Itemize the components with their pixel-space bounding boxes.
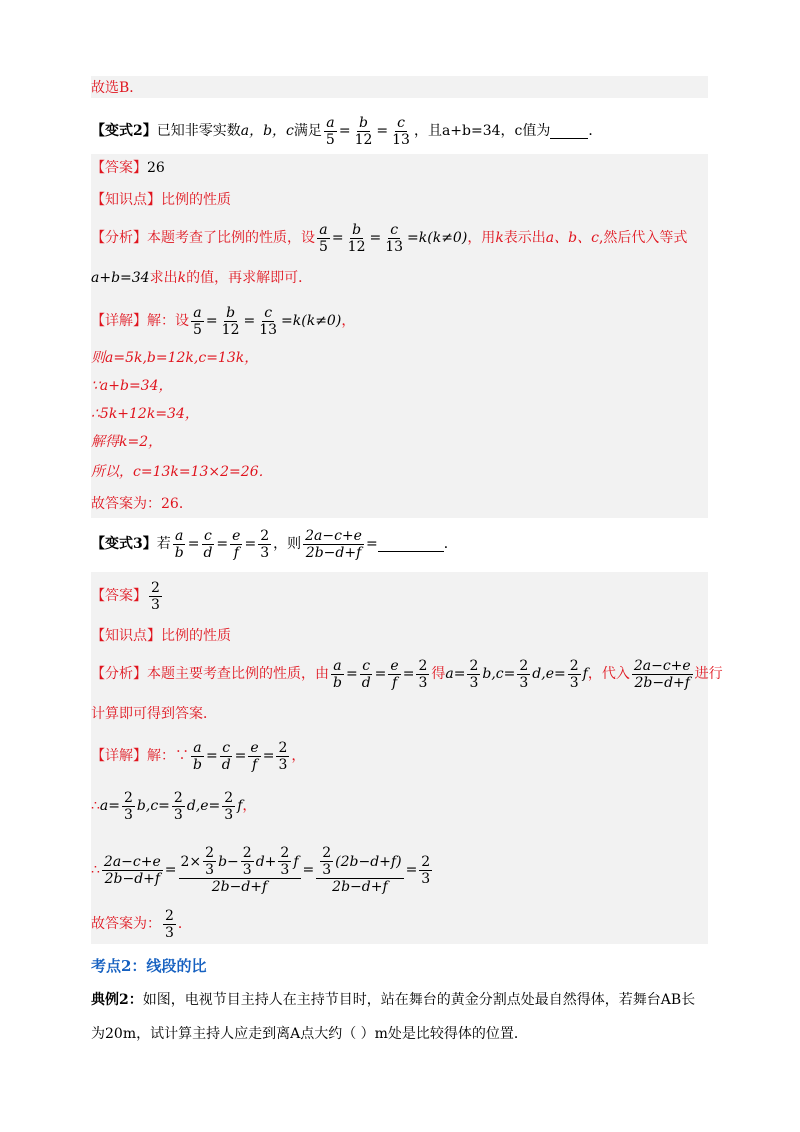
detail-text: 解：设 [147,313,189,329]
analysis2-line1 [91,220,711,256]
detail2-line7 [91,494,711,514]
fraction-c-d: $\frac{c}{d}$ [361,657,371,691]
answer-blank [550,124,588,139]
knowledge2-line [91,190,711,210]
fraction-step2: $\frac{2}{3}$ (2b−d+f) 2b−d+f [316,845,403,895]
detail2-line3 [91,376,711,396]
therefore-sign: ∴ [91,798,100,814]
analysis3-line2 [91,704,711,724]
fraction-2-3: $\frac{2}{3}$ [322,845,332,878]
fraction-2-3: $\frac{2}{3}$ [242,845,252,878]
comma: ， [242,798,257,814]
answer-tag: 【答案】 [91,160,147,176]
knowledge3-line [91,626,711,646]
detail-step: 所以，c=13k=13×2=26． [91,464,273,480]
fraction-2-3: $\frac{2}{3}$ [205,845,215,878]
equals-sign: = [205,748,218,764]
equals-sign: = [243,313,256,329]
example-text: 如图，电视节目主持人在主持节目时，站在舞台的黄金分割点处最自然得体，若舞台AB长 [142,992,696,1008]
equation-part: b [482,666,492,682]
answer3-line [91,578,711,614]
answer2-line [91,158,711,178]
fraction-c-13: $\frac{c}{13}$ [385,221,404,255]
equation-part: a= [445,666,466,682]
variant3-end: ． [443,536,458,552]
fraction-a-5: $\frac{a}{5}$ [325,114,335,148]
fraction-c-13: $\frac{c}{13}$ [259,304,278,338]
detail-equation [189,740,291,773]
detail-tag: 【详解】 [91,748,147,764]
analysis-equation [329,658,431,691]
analysis-text: 计算即可得到答案． [91,706,217,722]
equals-sign: = [234,748,247,764]
knowledge-value: 比例的性质 [161,628,231,644]
fraction-c-13: $\frac{c}{13}$ [392,114,410,148]
equals-sign: = [205,313,218,329]
equals-sign: = [262,748,275,764]
fraction-a-b: $\frac{a}{b}$ [174,527,184,561]
fraction-2-3: $\frac{2}{3}$ [260,527,270,561]
step2-numerator: $\frac{2}{3}$ (2b−d+f) [316,845,403,879]
fraction-2-3: $\frac{2}{3}$ [278,739,288,773]
detail3-line2 [91,788,711,824]
variant3-text: ，则 [273,536,302,552]
analysis-text: 求出 [149,270,178,286]
detail2-line6 [91,462,711,482]
detail-equation [189,305,341,338]
fraction-c-d: $\frac{c}{d}$ [221,739,231,773]
example2-line1 [91,990,711,1010]
example2-line2 [91,1024,711,1044]
detail-substitution [100,790,242,823]
equals-sign: = [216,536,229,552]
analysis-text: ，用 [467,230,496,246]
detail-step: ∴5k+12k=34， [91,406,199,422]
variant2-question [91,114,711,148]
fraction-e-f: $\frac{e}{f}$ [250,739,259,773]
analysis-k: k [177,270,187,286]
equals-sign: = [338,123,351,139]
period: ． [177,916,192,932]
variant2-vars: a，b，c [240,123,294,139]
answer-value: 26 [147,160,165,176]
fraction-e-f: $\frac{e}{f}$ [390,657,399,691]
fraction-b-12: $\frac{b}{12}$ [347,221,366,255]
equals-sign: = [331,230,344,246]
fraction-b-12: $\frac{b}{12}$ [221,304,240,338]
analysis-text: 的值，再求解即可． [186,270,313,286]
equation-part: f [237,798,243,814]
example-text: 为20m，试计算主持人应走到离A点大约（ ）m处是比较得体的位置． [91,1026,528,1042]
detail2-line5 [91,432,711,452]
knowledge-tag: 【知识点】 [91,192,161,208]
equals-sign: = [164,862,177,878]
fraction-a-b: $\frac{a}{b}$ [193,739,202,773]
equals-sign: = [345,666,358,682]
equation-part: a= [99,798,120,814]
analysis3-line1 [91,656,723,692]
analysis-text: 得 [431,666,446,682]
fraction-big: $\frac{2a-c+e}{2b-d+f}$ [633,657,691,691]
fraction-2-3: $\frac{2}{3}$ [519,657,529,691]
fraction-2-3: $\frac{2}{3}$ [173,789,183,823]
fraction-2-3: $\frac{2}{3}$ [569,657,579,691]
equation-k: =k(k≠0) [407,230,468,246]
detail3-line4 [91,906,711,942]
equation-k: =k(k≠0) [281,313,342,329]
analysis-text: 本题主要考查比例的性质，由 [147,666,329,682]
fraction-2-3: $\frac{2}{3}$ [421,853,431,887]
detail-text: 故答案为： [91,916,161,932]
detail-step: 故答案为：26． [91,496,193,512]
analysis-k: k [495,230,504,246]
equation-part: f [582,666,588,682]
detail-step: 解得k=2， [91,434,163,450]
detail3-line3 [91,842,711,898]
fraction-2-3: $\frac{2}{3}$ [469,657,479,691]
equation-part: ,c= [491,666,516,682]
detail3-line1 [91,738,711,774]
variant3-tag: 【变式3】 [91,536,157,552]
analysis-substitution [445,658,587,691]
analysis-equation [315,222,467,255]
analysis2-line2 [91,268,711,288]
equals-sign: = [402,666,415,682]
equation-part: d [186,798,196,814]
analysis-vars: a、b、c [545,230,599,246]
variant2-text-pre: 已知非零实数 [156,123,241,139]
detail-tag: 【详解】 [91,313,147,329]
detail-step: ∵a+b=34， [91,378,173,394]
equals-sign: = [244,536,257,552]
conclusion-text: 故选B． [91,80,144,96]
fraction-b-12: $\frac{b}{12}$ [354,114,373,148]
therefore-sign: ∴ [91,862,100,878]
fraction-a-b: $\frac{a}{b}$ [333,657,342,691]
equals-sign: = [187,536,200,552]
equals-sign: = [405,862,418,878]
detail-text: 解：∵ [147,748,189,764]
analysis-tag: 【分析】 [91,230,147,246]
equals-sign: = [369,230,382,246]
variant2-cond: ，且a+b=34，c值为 [413,123,551,139]
variant3-question [91,526,711,562]
equation-part: ,e= [195,798,221,814]
section-title [91,956,711,976]
equation-part: b [136,798,146,814]
detail-computation [100,845,434,895]
equation-part: ,c= [145,798,170,814]
answer-fraction: $\frac{2}{3}$ [151,579,160,613]
detail-text: ， [341,313,356,329]
fraction-e-f: $\frac{e}{f}$ [232,527,241,561]
fraction-2-3: $\frac{2}{3}$ [124,789,133,823]
detail2-line1 [91,304,711,338]
equation-part: ,e= [541,666,566,682]
conclusion-line [91,78,711,98]
analysis-text: 表示出 [503,230,546,246]
variant2-text-mid: 满足 [293,123,322,139]
equation-part: d [532,666,542,682]
detail-step: 则a=5k,b=12k,c=13k， [91,350,259,366]
variant2-tag: 【变式2】 [91,123,157,139]
equals-sign: = [376,123,389,139]
step1-numerator: 2× $\frac{2}{3}$ b− $\frac{2}{3}$ d+ $\frac{2}{3}$ f [180,845,299,878]
fraction-2-3: $\frac{2}{3}$ [165,907,174,941]
section-title-text: 考点2：线段的比 [91,957,207,975]
analysis-text: ,然后代入等式 [598,230,688,246]
fraction-step1: 2× $\frac{2}{3}$ b− $\frac{2}{3}$ d+ $\frac{2}{3}$ f 2b−d+f [180,845,299,895]
fraction-2-3: $\frac{2}{3}$ [280,845,290,878]
detail2-line4 [91,404,711,424]
analysis-text: ，代入 [587,666,630,682]
answer-tag: 【答案】 [91,588,147,604]
equals-sign: = [302,862,315,878]
variant2-end: ． [588,123,603,139]
analysis-text: 本题考查了比例的性质，设 [147,230,315,246]
fraction-c-d: $\frac{c}{d}$ [203,527,213,561]
fraction-a-5: $\frac{a}{5}$ [319,221,328,255]
analysis-equation: a+b=34 [91,270,150,286]
knowledge-tag: 【知识点】 [91,628,161,644]
fraction-2-3: $\frac{2}{3}$ [418,657,428,691]
fraction-big: $\frac{2a-c+e}{2b-d+f}$ [305,527,362,561]
detail2-line2 [91,348,711,368]
fraction-big: $\frac{2a-c+e}{2b-d+f}$ [103,853,161,887]
equals-sign: = [365,536,378,552]
analysis-text: 进行 [694,666,723,682]
example-tag: 典例2： [91,992,143,1008]
detail-text: ， [291,748,306,764]
fraction-a-5: $\frac{a}{5}$ [193,304,202,338]
equals-sign: = [374,666,387,682]
analysis-tag: 【分析】 [91,666,147,682]
variant3-text: 若 [156,536,171,552]
answer-blank [378,537,444,552]
fraction-2-3: $\frac{2}{3}$ [224,789,234,823]
knowledge-value: 比例的性质 [161,192,231,208]
